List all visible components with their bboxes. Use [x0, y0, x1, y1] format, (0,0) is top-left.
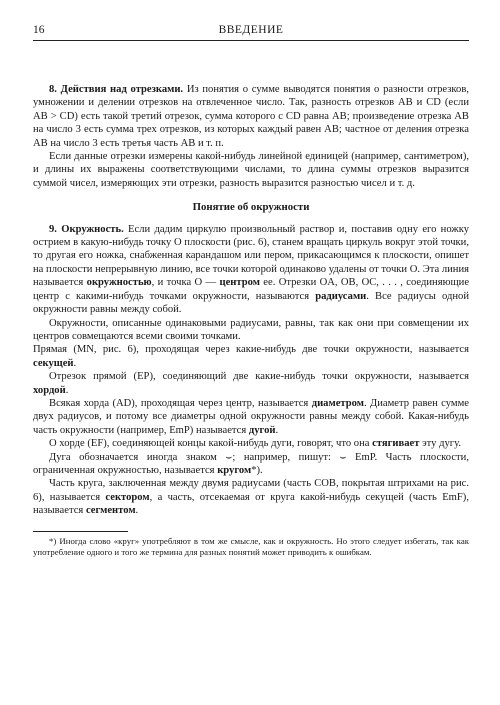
paragraph-9-1: 9. Окружность. Если дадим циркулю произвольный раствор и, поставив одну его ножку острием в какую-нибудь точку O плоскости (рис. 6), станем вращать циркуль вокруг этой точки, то другая его ножка, снабженная карандашом или пером, прикасающимся к плоскости, опишет на плоскости непрерывную линию, все точки которой одинаково удалены от точки O. Эта линия называется окружностью, и точка O — центром ее. Отрезки OA, OB, OC, . . . , соединяющие центр с какими-нибудь точками окружности, называются радиусами. Все радиусы одной окружности равны между собой. [33, 223, 470, 316]
paragraph-9-4: Всякая хорда (AD), проходящая через центр, называется диаметром. Диаметр равен сумме двух радиусов, и потому все диаметры одной окружности равны между собой. Какая-нибудь часть окружности (например, EmP) называется дугой. [33, 397, 469, 436]
term-secant: секущей [33, 357, 74, 369]
paragraph-9-6: Дуга обозначается иногда знаком ⌣; например, пишут: ⌣ EmP. Часть плоскости, ограниченная окружностью, называется кругом*). [33, 451, 469, 476]
paragraph-9-7: Часть круга, заключенная между двумя радиусами (часть COB, покрытая штрихами на рис. 6), называется сектором, а часть, отсекаемая от круга какой-нибудь секущей (часть EmF), называется сегментом. [33, 478, 469, 517]
term-arc: дугой [248, 424, 276, 436]
term-radii: радиусами [315, 290, 367, 302]
term-subtends: стягивает [372, 438, 420, 450]
term-circle: окружностью [86, 277, 152, 289]
term-disk: кругом [217, 464, 252, 476]
term-sector: сектором [105, 491, 150, 503]
paragraph-9-2: Окружности, описанные одинаковыми радиусами, равны, так как они при совмещении их центров совмещаются всеми своими точками. [33, 317, 469, 342]
term-center: центром [219, 277, 260, 289]
subsection-title: Понятие об окружности [192, 201, 310, 214]
paragraph-9-5: О хорде (EF), соединяющей концы какой-нибудь дуги, говорят, что она стягивает эту дугу. [49, 438, 462, 450]
paragraph-9-2b: Прямая (MN, рис. 6), проходящая через какие-нибудь две точки окружности, называется секущей. [33, 344, 469, 369]
section-8-heading: 8. Действия над отрезками. [49, 84, 184, 95]
book-page [33, 20, 469, 558]
paragraph-8-1: 8. Действия над отрезками. Из понятия о сумме выводятся понятия о разности отрезков, умножении и делении отрезков на отвлеченное число. Так, разность отрезков AB и CD (если AB > CD) есть такой третий отрезок, сумма которого с CD равна AB; произведение отрезка AB на число 3 есть сумма трех отрезков, из которых каждый равен AB; частное от деления отрезка AB на число 3 есть третья часть AB и т. п. [33, 84, 469, 149]
running-title: ВВЕДЕНИЕ [218, 24, 284, 36]
paragraph-9-3: Отрезок прямой (EP), соединяющий две какие-нибудь точки окружности, называется хордой. [33, 371, 469, 396]
footnote-rule [33, 531, 128, 532]
footnote: *) Иногда слово «круг» употребляют в том же смысле, как и окружность. Но этого следует избегать, так как употребление одного и того же термина для разных понятий может приводить к ошибкам. [33, 535, 469, 557]
paragraph-8-2: Если данные отрезки измерены какой-нибудь линейной единицей (например, сантиметром), и длины их выражены соответствующими числами, то длина суммы отрезков выразится суммой чисел, измеряющих эти отрезки, разность выразится разностью чисел и т. д. [33, 151, 469, 189]
term-segment: сегментом [85, 505, 136, 517]
page-body [33, 83, 469, 558]
running-header [33, 20, 469, 41]
term-diameter: диаметром [311, 397, 364, 409]
section-9-heading: 9. Окружность. [49, 223, 124, 235]
term-chord: хордой [33, 384, 66, 396]
page-number: 16 [33, 24, 45, 36]
